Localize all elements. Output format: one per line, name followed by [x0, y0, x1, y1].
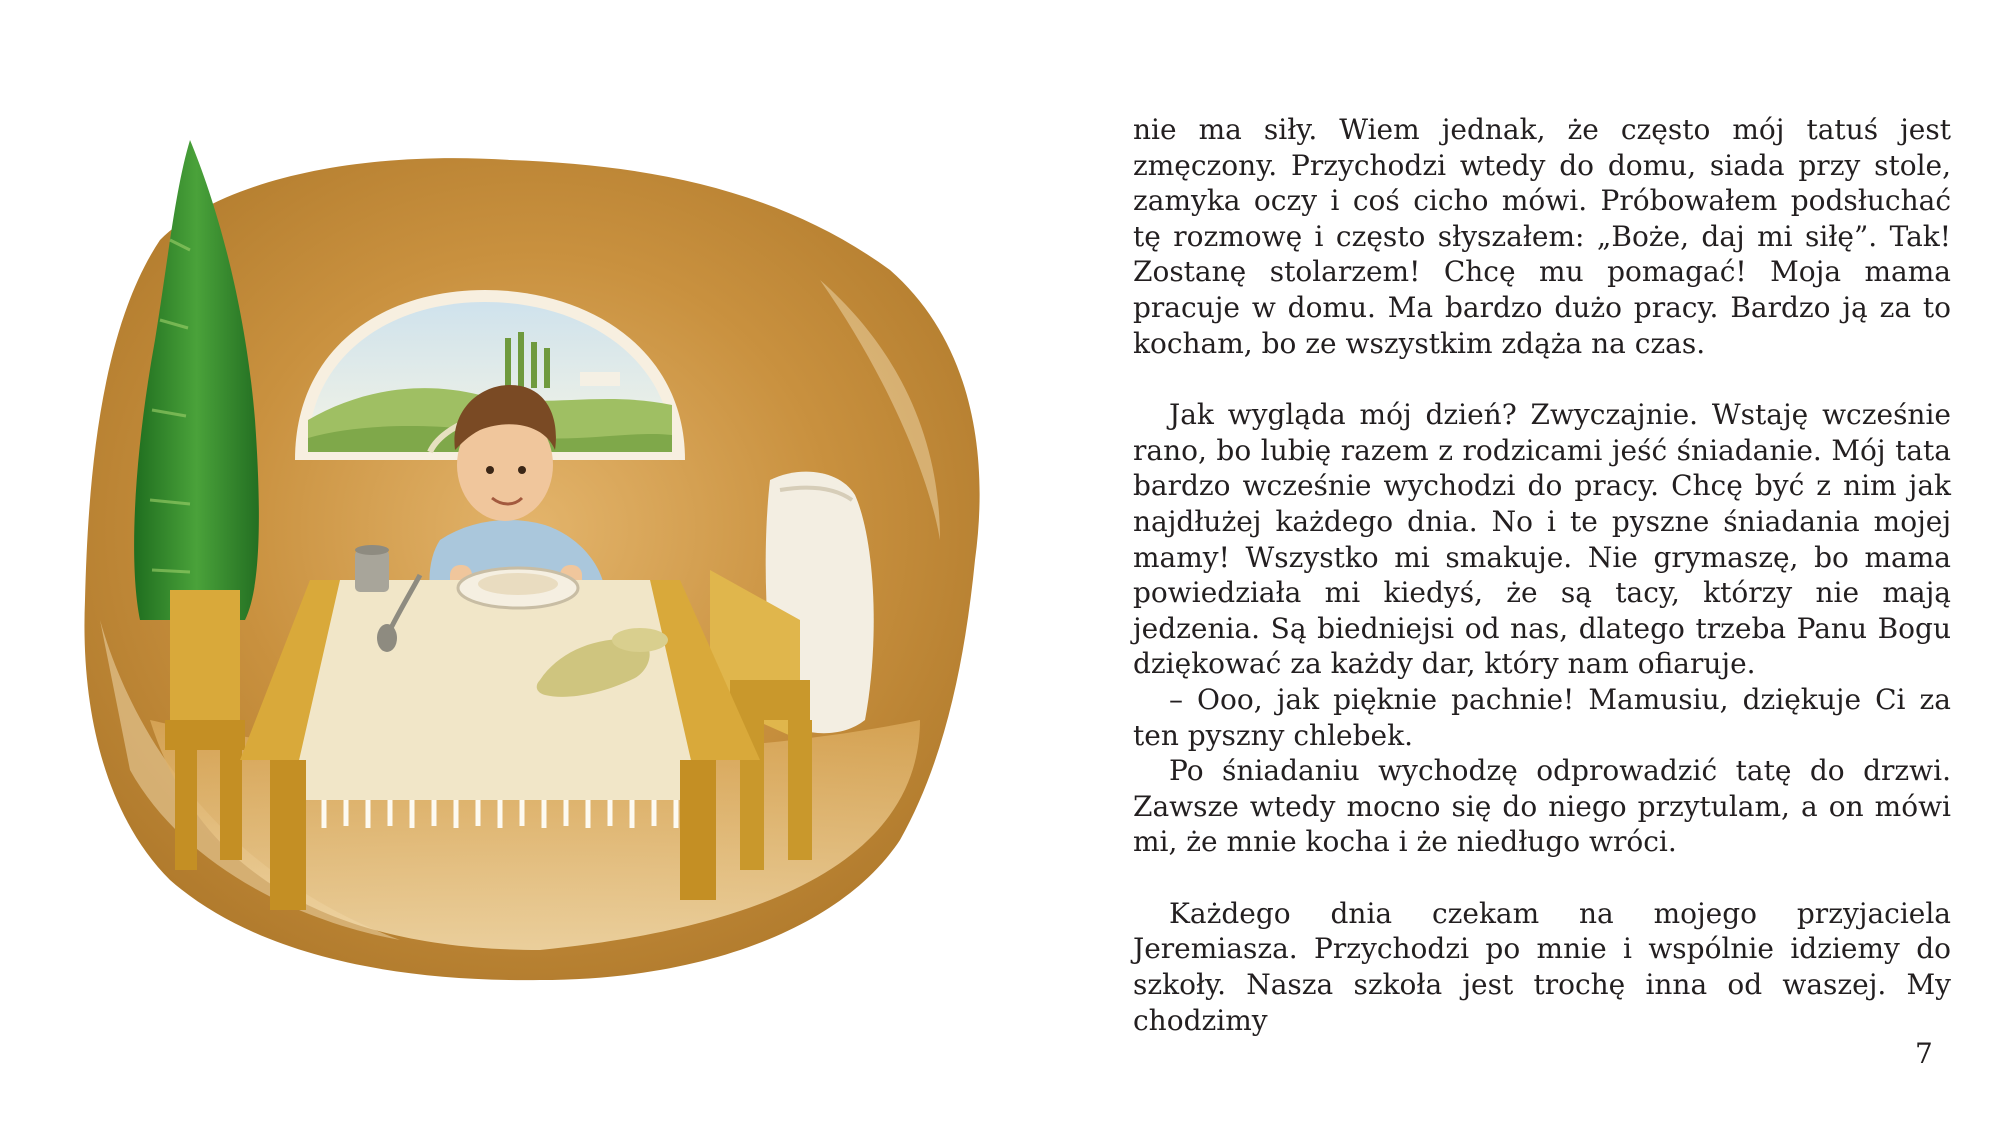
paragraph-3: Po śniadaniu wychodzę odprowadzić tatę do drzwi. Zawsze wtedy mocno się do niego przytulam, a on mówi mi, że mnie kocha i że niedługo wróci. — [1133, 754, 1951, 859]
paragraph-1: nie ma siły. Wiem jednak, że często mój tatuś jest zmęczony. Przychodzi wtedy do domu, siada przy stole, zamyka oczy i coś cicho mówi. Próbowałem podsłuchać tę rozmowę i często słyszałem: „Boże, daj mi siłę”. Tak! Zostanę stolarzem! Chcę mu pomagać! Moja mama pracuje w domu. Ma bardzo dużo pracy. Bardzo ją za to kocham, bo ze wszystkim zdąża na czas. — [1133, 113, 1951, 360]
breakfast-illustration — [40, 120, 1000, 1000]
paragraph-4: Każdego dnia czekam na mojego przyjaciela Jeremiasza. Przychodzi po mnie i wspólnie idziemy do szkoły. Nasza szkoła jest trochę inna od waszej. My chodzimy — [1133, 896, 1951, 1037]
story-text-column — [1133, 112, 1951, 1038]
dialogue-line: – Ooo, jak pięknie pachnie! Mamusiu, dziękuje Ci za ten pyszny chlebek. — [1133, 682, 1951, 752]
page-number: 7 — [1915, 1037, 1933, 1070]
paragraph-2: Jak wygląda mój dzień? Zwyczajnie. Wstaję wcześnie rano, bo lubię razem z rodzicami jeść śniadanie. Mój tata bardzo wcześnie wychodzi do pracy. Chcę być z nim jak najdłużej każdego dnia. No i te pyszne śniadania mojej mamy! Wszystko mi smakuje. Nie grymaszę, bo mama powiedziała mi kiedyś, że są tacy, którzy nie mają jedzenia. Są biedniejsi od nas, dlatego trzeba Panu Bogu dziękować za każdy dar, który nam ofiaruje. — [1133, 398, 1951, 681]
